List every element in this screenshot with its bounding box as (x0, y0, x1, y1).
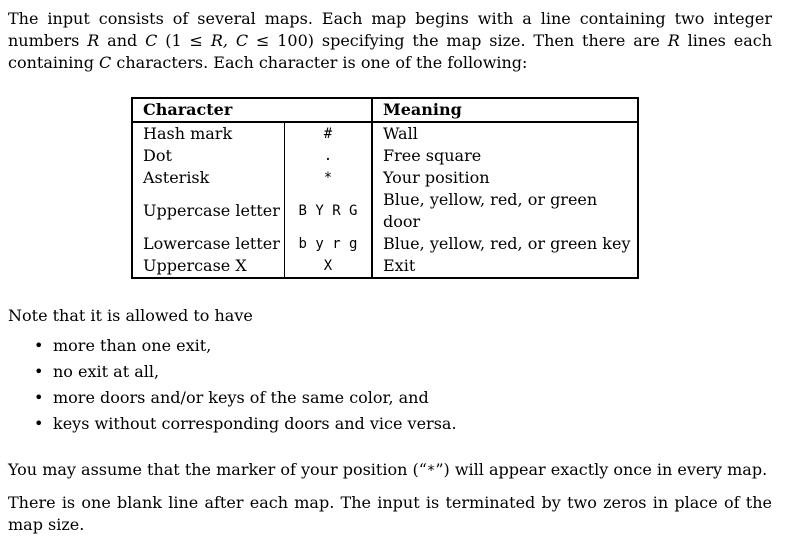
list-item-text: keys without corresponding doors and vice versa. (53, 414, 457, 433)
row-name: Lowercase letter (143, 234, 280, 253)
var-r-2: R (667, 31, 680, 50)
row-meaning: Blue, yellow, red, or green key (372, 233, 638, 255)
list-item (8, 359, 772, 385)
bullet-icon: • (34, 414, 44, 433)
assume-text-before: You may assume that the marker of your position (“ (8, 460, 427, 479)
character-meaning-table (131, 97, 639, 279)
problem-input-description (8, 8, 772, 536)
table-header-row (132, 98, 638, 122)
terminated-paragraph: There is one blank line after each map. The input is terminated by two zeros in place of the map size. (8, 493, 772, 534)
row-char: X (285, 255, 373, 278)
position-marker: * (426, 463, 436, 479)
row-char: B Y R G (285, 189, 373, 233)
list-item-text: no exit at all, (53, 362, 160, 381)
bullet-icon: • (34, 362, 44, 381)
row-meaning: Blue, yellow, red, or green door (372, 189, 638, 233)
row-char: # (285, 122, 373, 145)
header-character: Character (132, 98, 372, 122)
assume-text-after: ”) will appear exactly once in every map. (435, 460, 768, 479)
table-row (132, 189, 638, 233)
character-table-wrapper (131, 97, 639, 279)
row-meaning: Your position (372, 167, 638, 189)
intro-text-1: The input consists of several maps. Each map begins with a line containing two integer numbers (8, 9, 772, 50)
list-item-text: more doors and/or keys of the same color, and (53, 388, 429, 407)
intro-text-2: characters. Each character is one of the following: (116, 53, 528, 72)
row-name: Uppercase letter (143, 201, 280, 220)
table-row (132, 145, 638, 167)
constraint-open: (1 ≤ (165, 31, 203, 50)
table-row (132, 167, 638, 189)
intro-paragraph (8, 8, 772, 74)
var-r: R (87, 31, 100, 50)
bullet-icon: • (34, 388, 44, 407)
list-item (8, 333, 772, 359)
row-char: b y r g (285, 233, 373, 255)
intro-and: and (107, 31, 138, 50)
table-row (132, 255, 638, 278)
table-row (132, 122, 638, 145)
constraint-close: ≤ 100) specifying the map size. Then there are (255, 31, 660, 50)
table-row (132, 233, 638, 255)
list-item-text: more than one exit, (53, 336, 212, 355)
row-char: . (285, 145, 373, 167)
row-char: * (285, 167, 373, 189)
header-meaning: Meaning (372, 98, 638, 122)
row-name: Uppercase X (143, 256, 247, 275)
var-c: C (145, 31, 158, 50)
row-name: Dot (143, 146, 172, 165)
bullet-icon: • (34, 336, 44, 355)
list-item (8, 385, 772, 411)
row-meaning: Wall (372, 122, 638, 145)
var-c-2: C (99, 53, 112, 72)
row-name: Hash mark (143, 124, 233, 143)
row-meaning: Free square (372, 145, 638, 167)
assume-paragraph (8, 459, 772, 482)
list-item (8, 411, 772, 437)
row-meaning: Exit (372, 255, 638, 278)
allowed-list (8, 333, 772, 437)
constraint-vars: R, C (210, 31, 249, 50)
row-name: Asterisk (143, 168, 210, 187)
intro-lines: lines each containing (8, 31, 773, 72)
note-intro: Note that it is allowed to have (8, 306, 253, 325)
